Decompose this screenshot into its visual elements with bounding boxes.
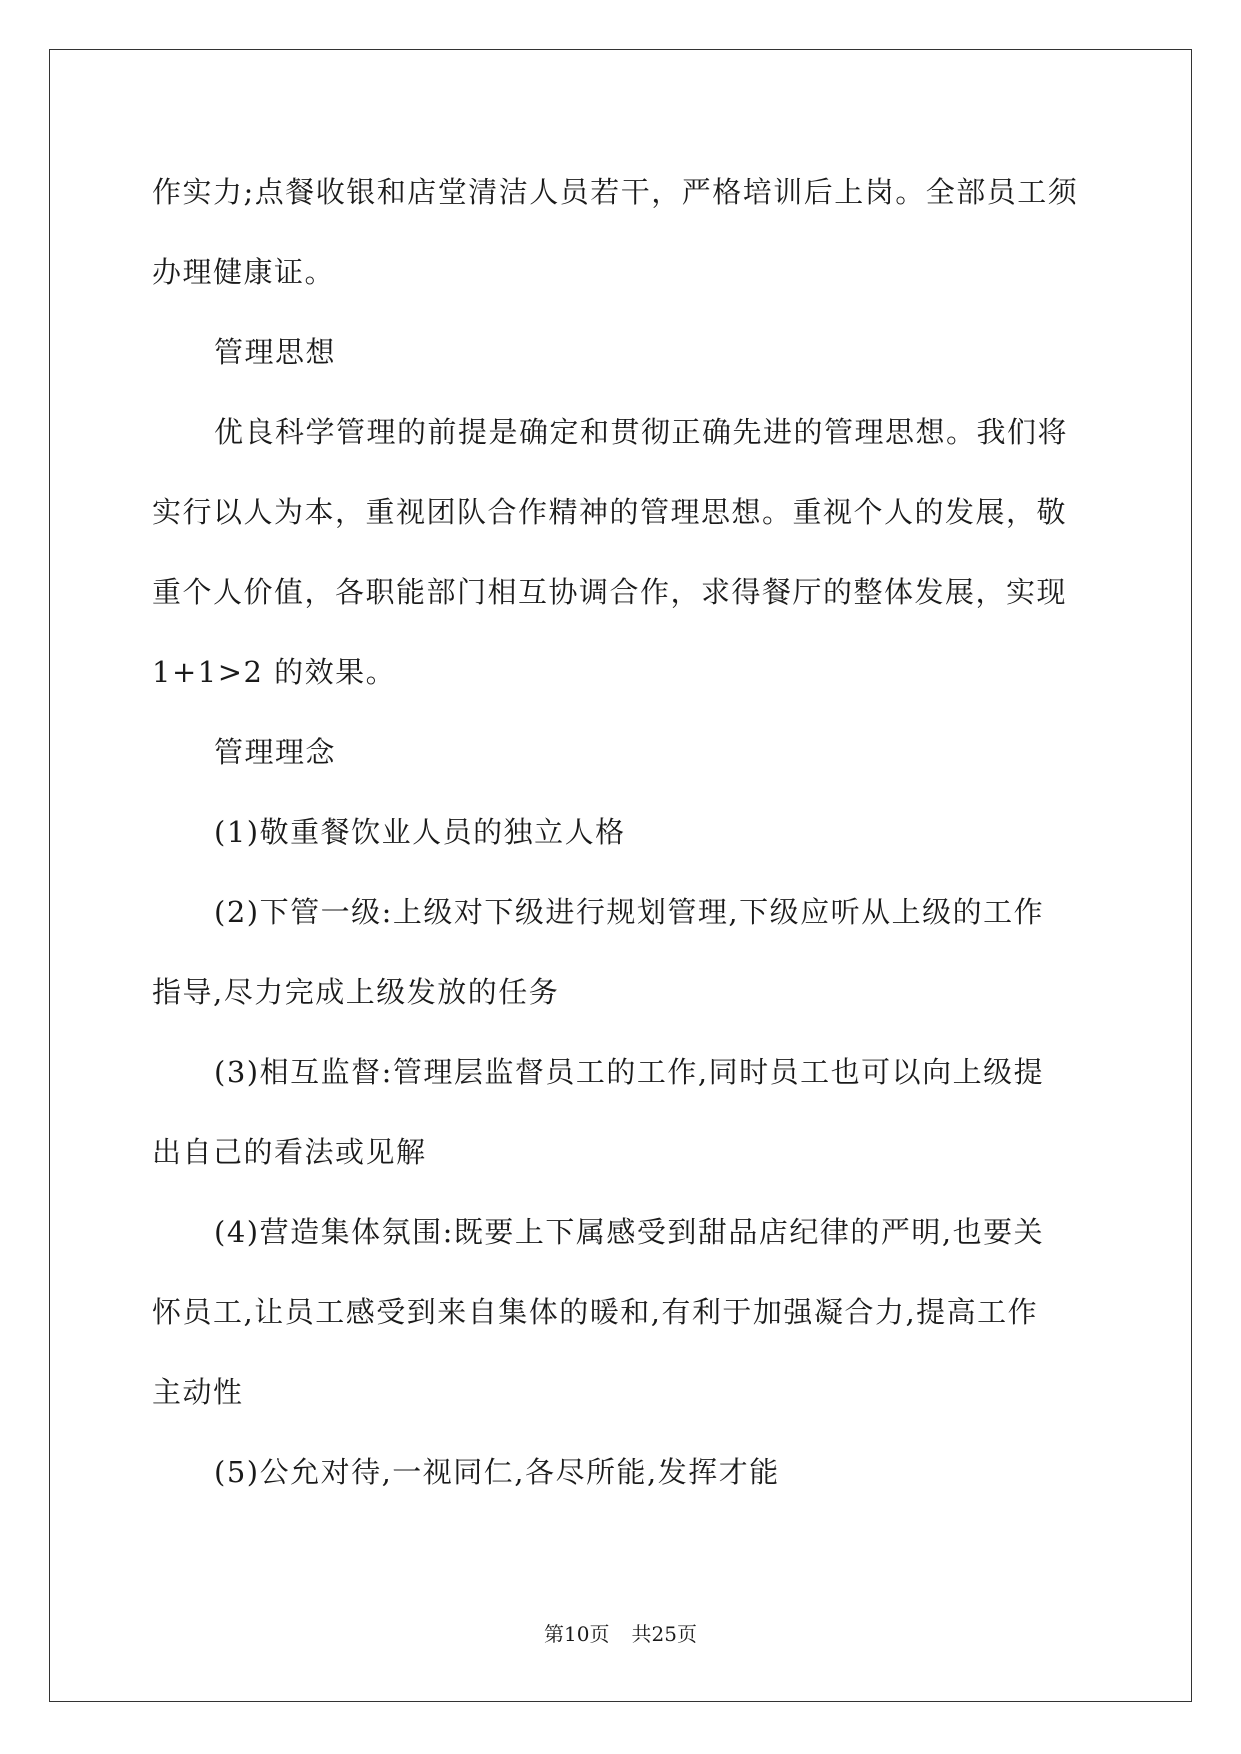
list-item: (5)公允对待,一视同仁,各尽所能,发挥才能	[214, 1455, 780, 1489]
text-line: 主动性	[152, 1375, 244, 1409]
text-line: 优良科学管理的前提是确定和贯彻正确先进的管理思想。我们将	[214, 415, 1069, 449]
text-line: 指导,尽力完成上级发放的任务	[152, 975, 560, 1009]
list-item: (2)下管一级:上级对下级进行规划管理,下级应听从上级的工作	[214, 895, 1045, 929]
list-item: (1)敬重餐饮业人员的独立人格	[214, 815, 626, 849]
page-total: 共25页	[631, 1622, 697, 1646]
text-line: 作实力;点餐收银和店堂清洁人员若干，严格培训后上岗。全部员工须	[152, 175, 1079, 209]
text-line: 重个人价值，各职能部门相互协调合作，求得餐厅的整体发展，实现	[152, 575, 1068, 609]
list-item: (4)营造集体氛围:既要上下属感受到甜品店纪律的严明,也要关	[214, 1215, 1045, 1249]
section-heading: 管理理念	[214, 735, 337, 769]
text-line: 1+1>2 的效果。	[152, 655, 397, 689]
text-line: 实行以人为本，重视团队合作精神的管理思想。重视个人的发展，敬	[152, 495, 1068, 529]
list-item: (3)相互监督:管理层监督员工的工作,同时员工也可以向上级提	[214, 1055, 1045, 1089]
text-line: 怀员工,让员工感受到来自集体的暖和,有利于加强凝合力,提高工作	[152, 1295, 1039, 1329]
section-heading: 管理思想	[214, 335, 337, 369]
page-number: 第10页	[544, 1622, 610, 1646]
text-line: 办理健康证。	[152, 255, 336, 289]
page-footer	[0, 1618, 1241, 1647]
text-line: 出自己的看法或见解	[152, 1135, 427, 1169]
